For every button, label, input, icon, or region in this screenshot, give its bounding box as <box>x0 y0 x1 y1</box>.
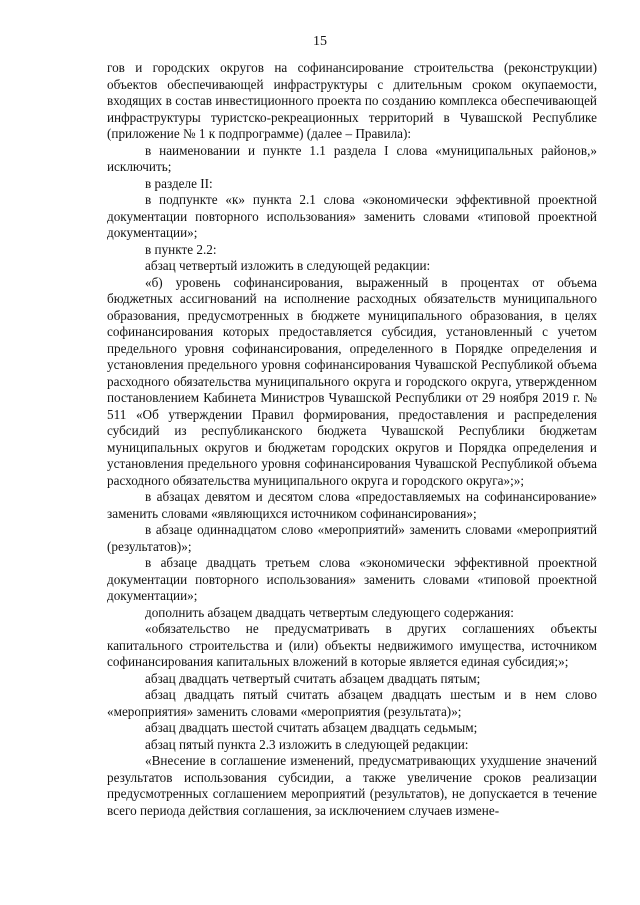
paragraph: в пункте 2.2: <box>145 241 217 257</box>
paragraph: гов и городских округов на софинансирование строительства (реконструкции) объектов обеспечивающей инфраструктуры с длительным сроком окупаемости, входящих в состав инвестиционного проекта по созданию комплекса обеспечивающей инфраструктуры туристско-рекреационных территорий в Чувашской Республике (приложение № 1 к подпрограмме) (далее – Правила): <box>107 60 597 141</box>
paragraph: дополнить абзацем двадцать четвертым следующего содержания: <box>145 604 514 620</box>
paragraph: абзац четвертый изложить в следующей редакции: <box>145 258 431 273</box>
paragraph: абзац пятый пункта 2.3 изложить в следующей редакции: <box>145 736 469 752</box>
paragraph: абзац двадцать четвертый считать абзацем двадцать пятым; <box>145 670 481 686</box>
document-body <box>107 60 597 819</box>
paragraph: в подпункте «к» пункта 2.1 слова «экономически эффективной проектной документации повторного использования» заменить словами «типовой проектной документации»; <box>107 192 597 240</box>
page-number: 15 <box>313 34 327 49</box>
paragraph: «обязательство не предусматривать в других соглашениях объекты капитального строительства и (или) объекты недвижимого имущества, источником софинансирования капитальных вложений в которые является единая субсидия;»; <box>107 621 597 669</box>
paragraph: «б) уровень софинансирования, выраженный в процентах от объема бюджетных ассигнований на исполнение расходных обязательств муниципального образования, предусмотренных в бюджете муниципального образования, в целях софинансирования которых предоставляется субсидия, установленный с учетом предельного уровня софинансирования, определенного в Порядке определения и установления предельного уровня софинансирования Чувашской Республикой объема расходного обязательства муниципального округа и городского округа, утвержденном постановлением Кабинета Министров Чувашской Республики от 29 ноября 2019 г. № 511 «Об утверждении Правил формирования, предоставления и распределения субсидий из республиканского бюджета Чувашской Республики бюджетам муниципальных округов и бюджетам городских округов и Порядка определения и установления предельного уровня софинансирования Чувашской Республикой объема расходного обязательства муниципального округа и городского округа»;»; <box>107 274 597 488</box>
paragraph: в абзаце одиннадцатом слово «мероприятий» заменить словами «мероприятий (результатов)»; <box>107 522 597 554</box>
paragraph: абзац двадцать шестой считать абзацем двадцать седьмым; <box>145 720 478 735</box>
paragraph: в разделе II: <box>145 175 213 191</box>
paragraph: в абзаце двадцать третьем слова «экономически эффективной проектной документации повторного использования» заменить словами «типовой проектной документации»; <box>107 555 597 603</box>
paragraph: абзац двадцать пятый считать абзацем двадцать шестым и в нем слово «мероприятия» заменить словами «мероприятия (результата)»; <box>107 687 597 719</box>
paragraph: в абзацах девятом и десятом слова «предоставляемых на софинансирование» заменить словами «являющихся источником софинансирования»; <box>107 489 597 521</box>
paragraph: в наименовании и пункте 1.1 раздела I слова «муниципальных районов,» исключить; <box>107 142 597 174</box>
paragraph: «Внесение в соглашение изменений, предусматривающих ухудшение значений результатов использования субсидии, а также увеличение сроков реализации предусмотренных соглашением мероприятий (результатов), не допускается в течение всего периода действия соглашения, за исключением случаев измене- <box>107 753 597 818</box>
